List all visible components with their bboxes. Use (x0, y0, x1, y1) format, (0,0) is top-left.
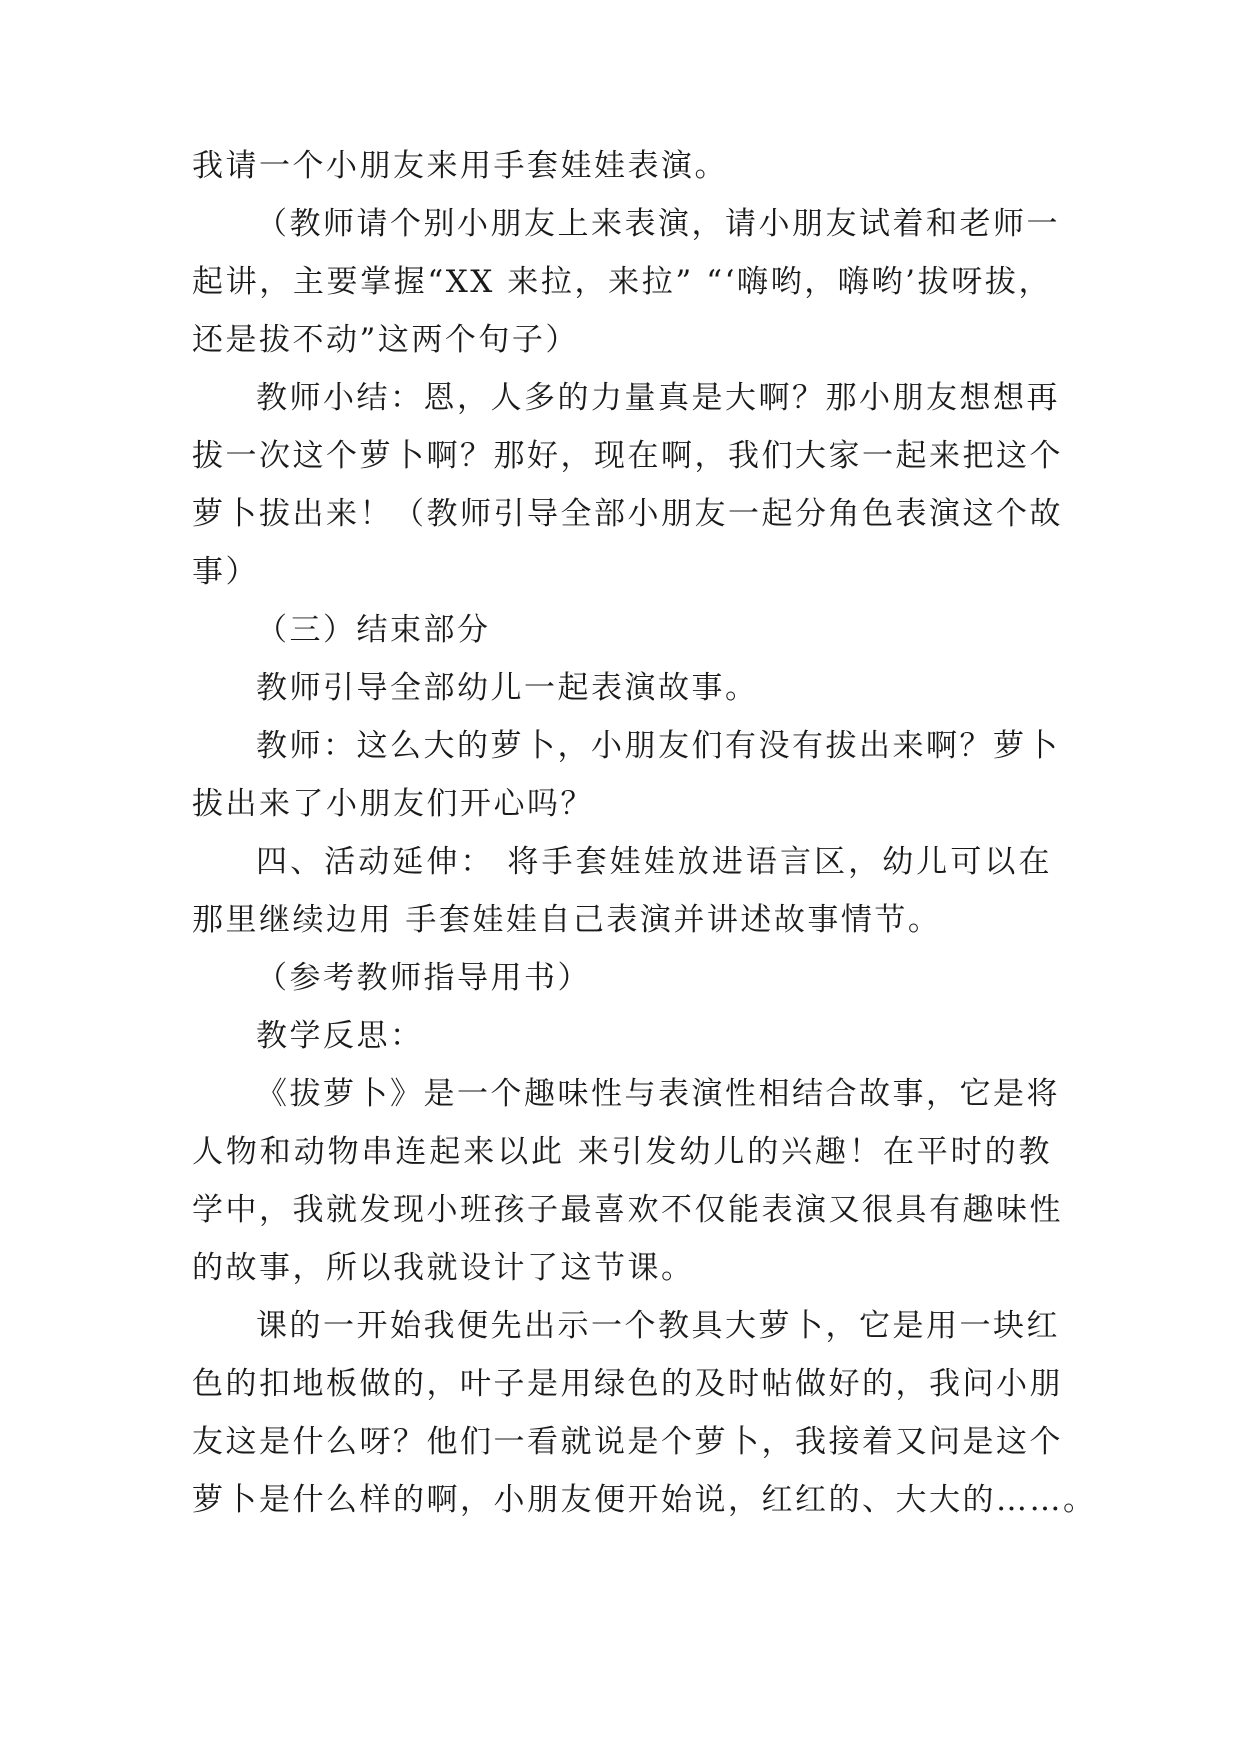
text-line: 萝卜拔出来！（教师引导全部小朋友一起分角色表演这个故 (192, 496, 1063, 532)
text-line: （教师请个别小朋友上来表演，请小朋友试着和老师一 (256, 206, 1060, 242)
text-line: 那里继续边用 手套娃娃自己表演并讲述故事情节。 (192, 902, 942, 938)
text-line: 课的一开始我便先出示一个教具大萝卜，它是用一块红 (256, 1308, 1060, 1344)
text-line: 教师引导全部幼儿一起表演故事。 (256, 670, 759, 706)
text-line: 色的扣地板做的，叶子是用绿色的及时帖做好的，我问小朋 (192, 1366, 1063, 1402)
text-line: 教师小结：恩，人多的力量真是大啊？那小朋友想想再 (256, 380, 1060, 416)
text-line: 教师：这么大的萝卜，小朋友们有没有拔出来啊？萝卜 (256, 728, 1060, 764)
section-heading: （三）结束部分 (256, 612, 491, 648)
text-line: 事） (192, 554, 259, 590)
text-line: 拔一次这个萝卜啊？那好，现在啊，我们大家一起来把这个 (192, 438, 1063, 474)
text-line: 友这是什么呀？他们一看就说是个萝卜，我接着又问是这个 (192, 1424, 1063, 1460)
text-line: 的故事，所以我就设计了这节课。 (192, 1250, 695, 1286)
text-line: 起讲，主要掌握“XX 来拉，来拉” “‘嗨哟，嗨哟’拔呀拔， (192, 264, 1052, 300)
text-line: （参考教师指导用书） (256, 960, 591, 996)
text-line: 萝卜是什么样的啊，小朋友便开始说，红红的、大大的……。 (192, 1482, 1097, 1518)
text-line: 四、活动延伸： 将手套娃娃放进语言区，幼儿可以在 (256, 844, 1052, 880)
section-heading: 教学反思： (256, 1018, 424, 1054)
text-line: 人物和动物串连起来以此 来引发幼儿的兴趣！在平时的教 (192, 1134, 1052, 1170)
text-line: 我请一个小朋友来用手套娃娃表演。 (192, 148, 728, 184)
text-line: 还是拔不动”这两个句子） (192, 322, 579, 358)
text-line: 《拔萝卜》是一个趣味性与表演性相结合故事，它是将 (256, 1076, 1060, 1112)
text-line: 拔出来了小朋友们开心吗？ (192, 786, 594, 822)
text-line: 学中，我就发现小班孩子最喜欢不仅能表演又很具有趣味性 (192, 1192, 1063, 1228)
